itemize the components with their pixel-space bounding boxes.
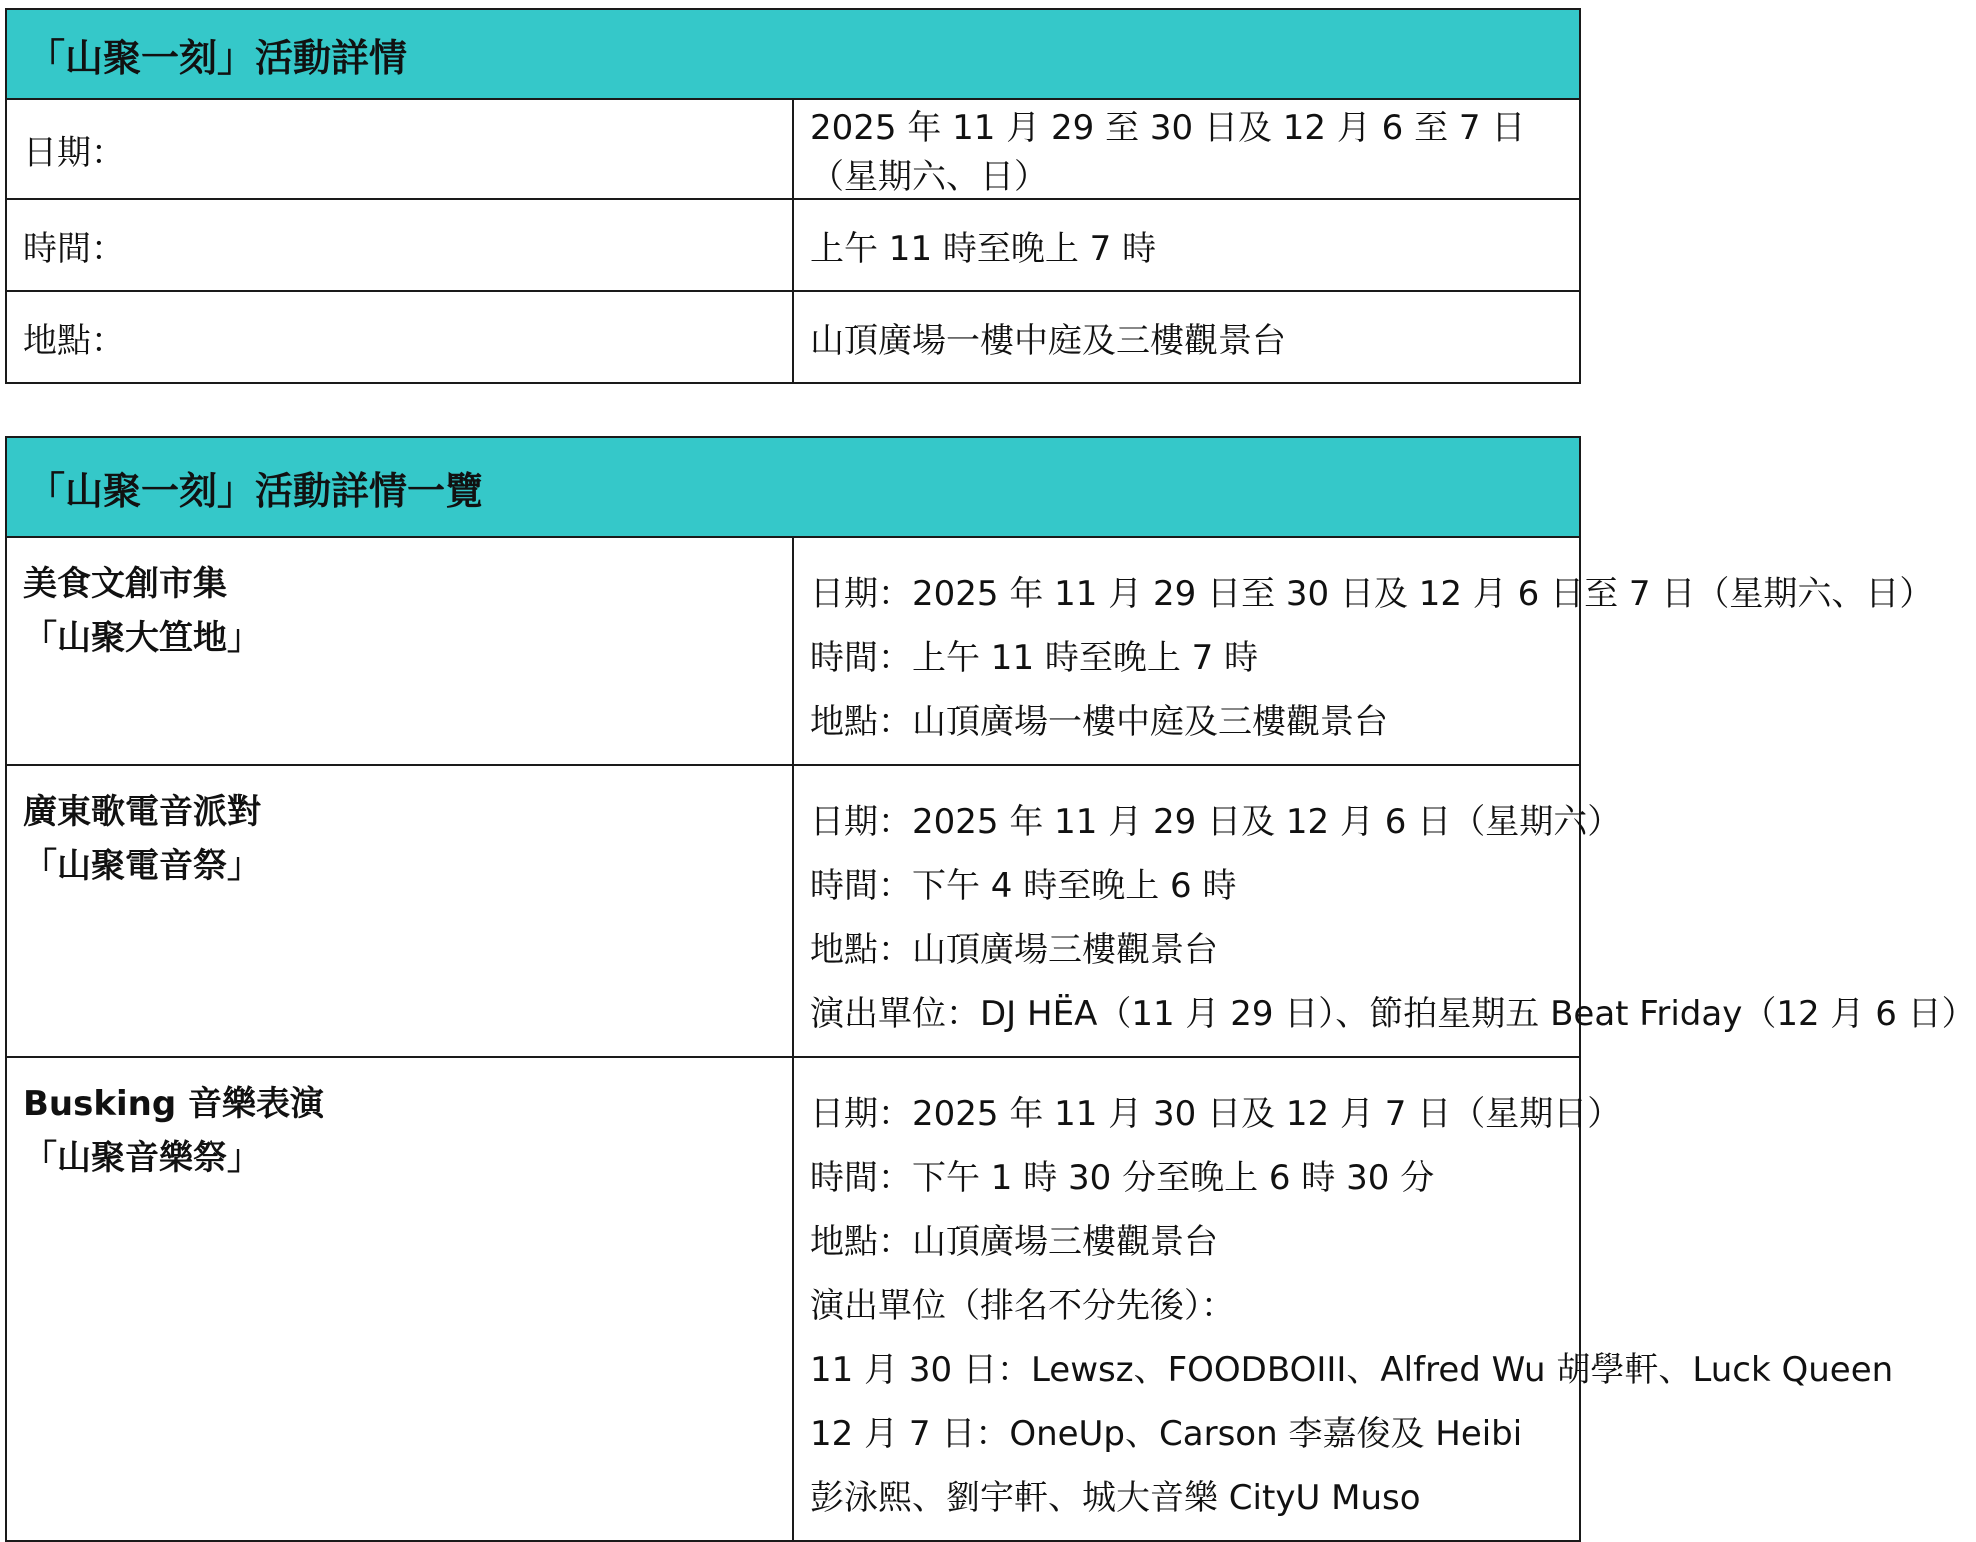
event-info-cell	[793, 765, 1976, 1057]
date-label: 日期：	[6, 99, 793, 199]
event-time: 時間：下午 1 時 30 分至晚上 6 時 30 分	[810, 1158, 1435, 1198]
event-name-cell	[6, 537, 793, 765]
event-details-table	[5, 8, 1581, 384]
event-overview-title: 「山聚一刻」活動詳情一覽	[6, 437, 1580, 537]
event-date: 日期：2025 年 11 月 29 日及 12 月 6 日（星期六）	[810, 802, 1622, 842]
event-time: 時間：上午 11 時至晚上 7 時	[810, 638, 1259, 678]
event-venue: 地點：山頂廣場三樓觀景台	[810, 930, 1218, 970]
event-performers-day1: 11 月 30 日：Lewsz、FOODBOIII、Alfred Wu 胡學軒、Luck Queen	[810, 1350, 1894, 1390]
event-date: 日期：2025 年 11 月 29 日至 30 日及 12 月 6 日至 7 日（星期六、日）	[810, 574, 1934, 614]
table-row	[6, 537, 1580, 765]
event-name-cell	[6, 1057, 793, 1541]
event-time: 時間：下午 4 時至晚上 6 時	[810, 866, 1237, 906]
event-performers-day2: 12 月 7 日：OneUp、Carson 李嘉俊及 Heibi 彭泳熙、劉宇軒、城大音樂 CityU Muso	[810, 1414, 1523, 1518]
table-row	[6, 199, 1580, 291]
time-value: 上午 11 時至晚上 7 時	[793, 199, 1580, 291]
event-overview-table	[5, 436, 1976, 1542]
venue-value: 山頂廣場一樓中庭及三樓觀景台	[793, 291, 1580, 383]
event-info-cell	[793, 1057, 1894, 1541]
event-subname: 「山聚音樂祭」	[23, 1138, 261, 1178]
event-venue: 地點：山頂廣場三樓觀景台	[810, 1222, 1218, 1262]
event-info-cell	[793, 537, 1934, 765]
event-name: 廣東歌電音派對	[23, 792, 261, 832]
event-performers-heading: 演出單位（排名不分先後）：	[810, 1286, 1235, 1326]
event-name: Busking 音樂表演	[23, 1084, 325, 1124]
table-row	[6, 1057, 1580, 1541]
time-label: 時間：	[6, 199, 793, 291]
event-name-cell	[6, 765, 793, 1057]
date-value: 2025 年 11 月 29 至 30 日及 12 月 6 至 7 日（星期六、日）	[793, 99, 1580, 199]
table-row	[6, 765, 1580, 1057]
event-performers: 演出單位：DJ HËA（11 月 29 日）、節拍星期五 Beat Friday（12 月 6 日）	[810, 994, 1976, 1034]
event-venue: 地點：山頂廣場一樓中庭及三樓觀景台	[810, 702, 1388, 742]
event-subname: 「山聚電音祭」	[23, 846, 261, 886]
event-details-title: 「山聚一刻」活動詳情	[6, 9, 1580, 99]
table-row	[6, 291, 1580, 383]
event-name: 美食文創市集	[23, 564, 227, 604]
event-subname: 「山聚大笪地」	[23, 618, 261, 658]
event-date: 日期：2025 年 11 月 30 日及 12 月 7 日（星期日）	[810, 1094, 1622, 1134]
venue-label: 地點：	[6, 291, 793, 383]
table-row	[6, 99, 1580, 199]
